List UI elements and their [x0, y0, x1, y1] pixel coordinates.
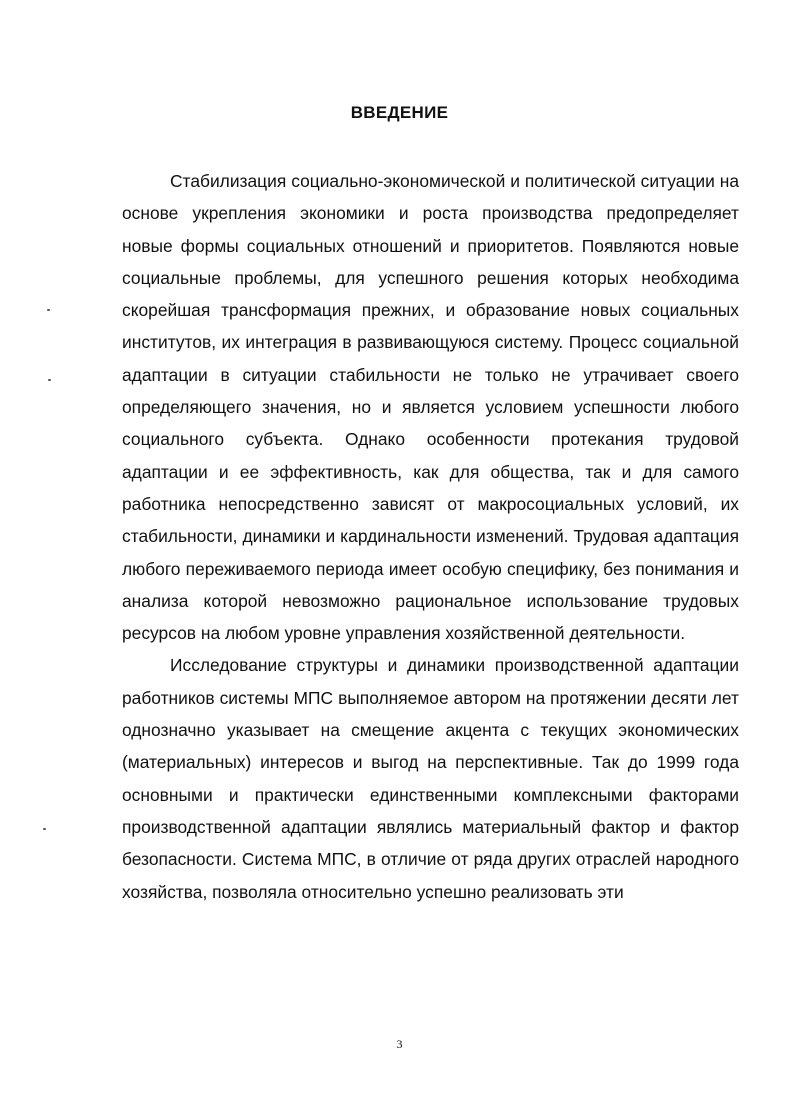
page-number: 3 — [396, 1037, 403, 1051]
scan-speck — [43, 828, 46, 830]
section-title: ВВЕДЕНИЕ — [350, 103, 449, 122]
paragraph-1: Стабилизация социально-экономической и политической ситуации на основе укрепления экономики и роста производства предопределяет новые формы социальных отношений и приоритетов. Появляются новые социальные проблемы, для успешного решения которых необходима скорейшая трансформация прежних, и образование новых социальных институтов, их интеграция в развивающуюся систему. Процесс социальной адаптации в ситуации стабильности не только не утрачивает своего определяющего значения, но и является условием успешности любого социального субъекта. Однако особенности протекания трудовой адаптации и ее эффективность, как для общества, так и для самого работника непосредственно зависят от макросоциальных условий, их стабильности, динамики и кардинальности изменений. Трудовая адаптация любого переживаемого периода имеет особую специфику, без понимания и анализа которой невозможно рациональное использование трудовых ресурсов на любом уровне управления хозяйственной деятельности. — [122, 171, 739, 644]
body-text — [122, 165, 739, 908]
paragraph-2: Исследование структуры и динамики производственной адаптации работников системы МПС выполняемое автором на протяжении десяти лет однозначно указывает на смещение акцента с текущих экономических (материальных) интересов и выгод на перспективные. Так до 1999 года основными и практически единственными комплексными факторами производственной адаптации являлись материальный фактор и фактор безопасности. Система МПС, в отличие от ряда других отраслей народного хозяйства, позволяла относительно успешно реализовать эти — [122, 655, 739, 902]
scan-speck — [48, 379, 51, 381]
scan-speck — [47, 309, 50, 311]
